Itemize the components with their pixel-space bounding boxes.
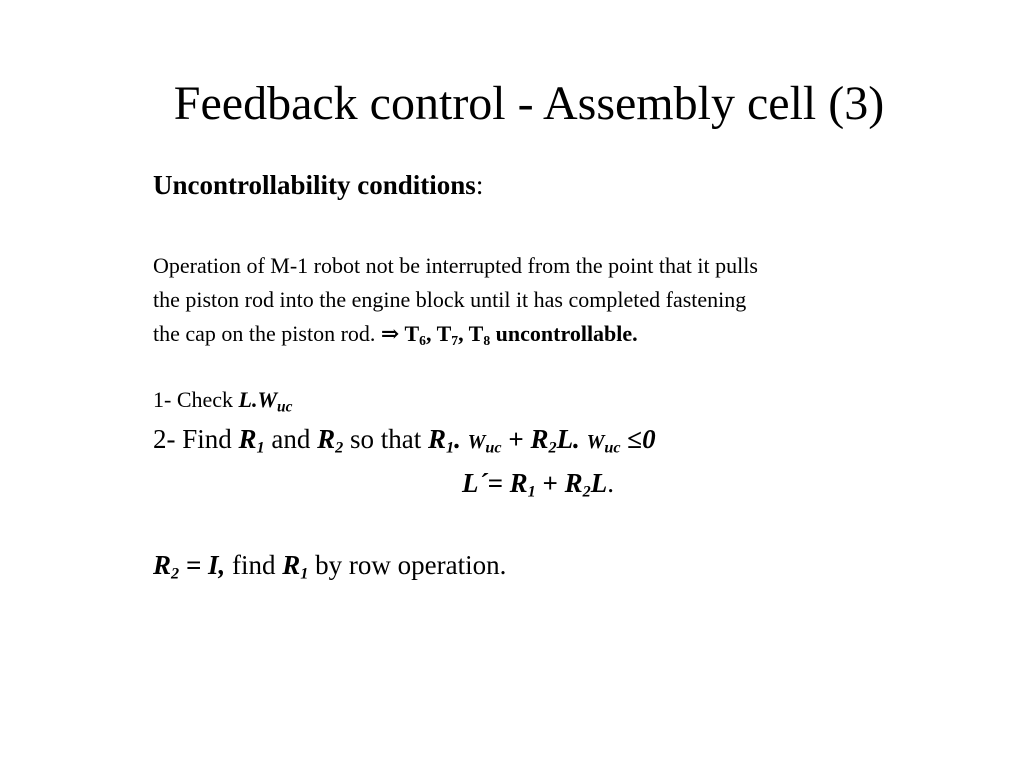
section-heading — [153, 168, 483, 202]
paragraph-line-2: the piston rod into the engine block until it has completed fastening — [153, 287, 747, 312]
subscript-1: 1 — [256, 438, 265, 457]
heading-colon: : — [475, 170, 484, 200]
r-symbol: R — [282, 550, 301, 580]
step-3-equation — [462, 463, 614, 503]
transition-t: T — [436, 321, 452, 346]
subscript-2: 2 — [171, 564, 180, 583]
w-symbol: W — [586, 431, 605, 453]
find-word: find — [225, 550, 283, 580]
l-dot-w-term: L.W — [238, 387, 278, 412]
implies-arrow: ⇒ — [380, 321, 400, 346]
r-symbol: R — [509, 468, 528, 498]
l-symbol: L — [590, 468, 608, 498]
transition-t: T — [404, 321, 420, 346]
r-symbol: R — [317, 424, 336, 454]
transition-sub-7: 7 — [451, 332, 459, 348]
zero-value: 0 — [642, 424, 656, 454]
subscript-2: 2 — [335, 438, 344, 457]
subscript-1: 1 — [527, 482, 536, 501]
step-1-line — [153, 383, 292, 417]
subscript-1: 1 — [445, 438, 455, 457]
uncontrollable-label: uncontrollable. — [490, 321, 638, 346]
r-symbol: R — [153, 550, 172, 580]
l-prime-equals: L´= — [462, 468, 510, 498]
leq-symbol: ≤ — [627, 424, 643, 454]
so-that-words: so that — [343, 424, 428, 454]
transition-sub-6: 6 — [419, 332, 426, 348]
uc-subscript: uc — [485, 438, 502, 457]
plus-operator: + — [501, 424, 531, 454]
description-paragraph — [153, 249, 758, 351]
paragraph-line-1: Operation of M-1 robot not be interrupted from the point that it pulls — [153, 253, 758, 278]
plus-operator: + — [535, 468, 565, 498]
r-symbol: R — [427, 424, 446, 454]
period: . — [607, 468, 614, 498]
paragraph-line-3 — [153, 317, 758, 351]
dot-operator: . — [454, 424, 461, 454]
step-2-line — [153, 419, 656, 462]
step-4-line — [153, 545, 506, 585]
r-symbol: R — [238, 424, 257, 454]
list-comma: , — [458, 321, 469, 346]
l-dot-term: L. — [556, 424, 580, 454]
row-operation-text: by row operation. — [308, 550, 507, 580]
r-symbol: R — [530, 424, 549, 454]
slide-title: Feedback control - Assembly cell (3) — [173, 77, 885, 130]
list-comma: , — [425, 321, 437, 346]
paragraph-line-3-text: the cap on the piston rod. — [153, 321, 381, 346]
step-2-prefix: 2- Find — [153, 424, 239, 454]
transition-sub-8: 8 — [483, 332, 491, 348]
subscript-1: 1 — [300, 564, 309, 583]
subscript-2: 2 — [582, 482, 591, 501]
transition-t: T — [468, 321, 484, 346]
w-symbol: W — [467, 431, 486, 453]
step-1-prefix: 1- Check — [153, 387, 239, 412]
uc-subscript: uc — [604, 438, 621, 457]
transitions-list — [399, 321, 637, 346]
equals-identity: = I, — [179, 550, 226, 580]
subscript-2: 2 — [548, 438, 557, 457]
heading-text: Uncontrollability conditions — [153, 170, 476, 200]
and-word: and — [264, 424, 318, 454]
uc-subscript: uc — [277, 398, 293, 416]
r-symbol: R — [564, 468, 583, 498]
